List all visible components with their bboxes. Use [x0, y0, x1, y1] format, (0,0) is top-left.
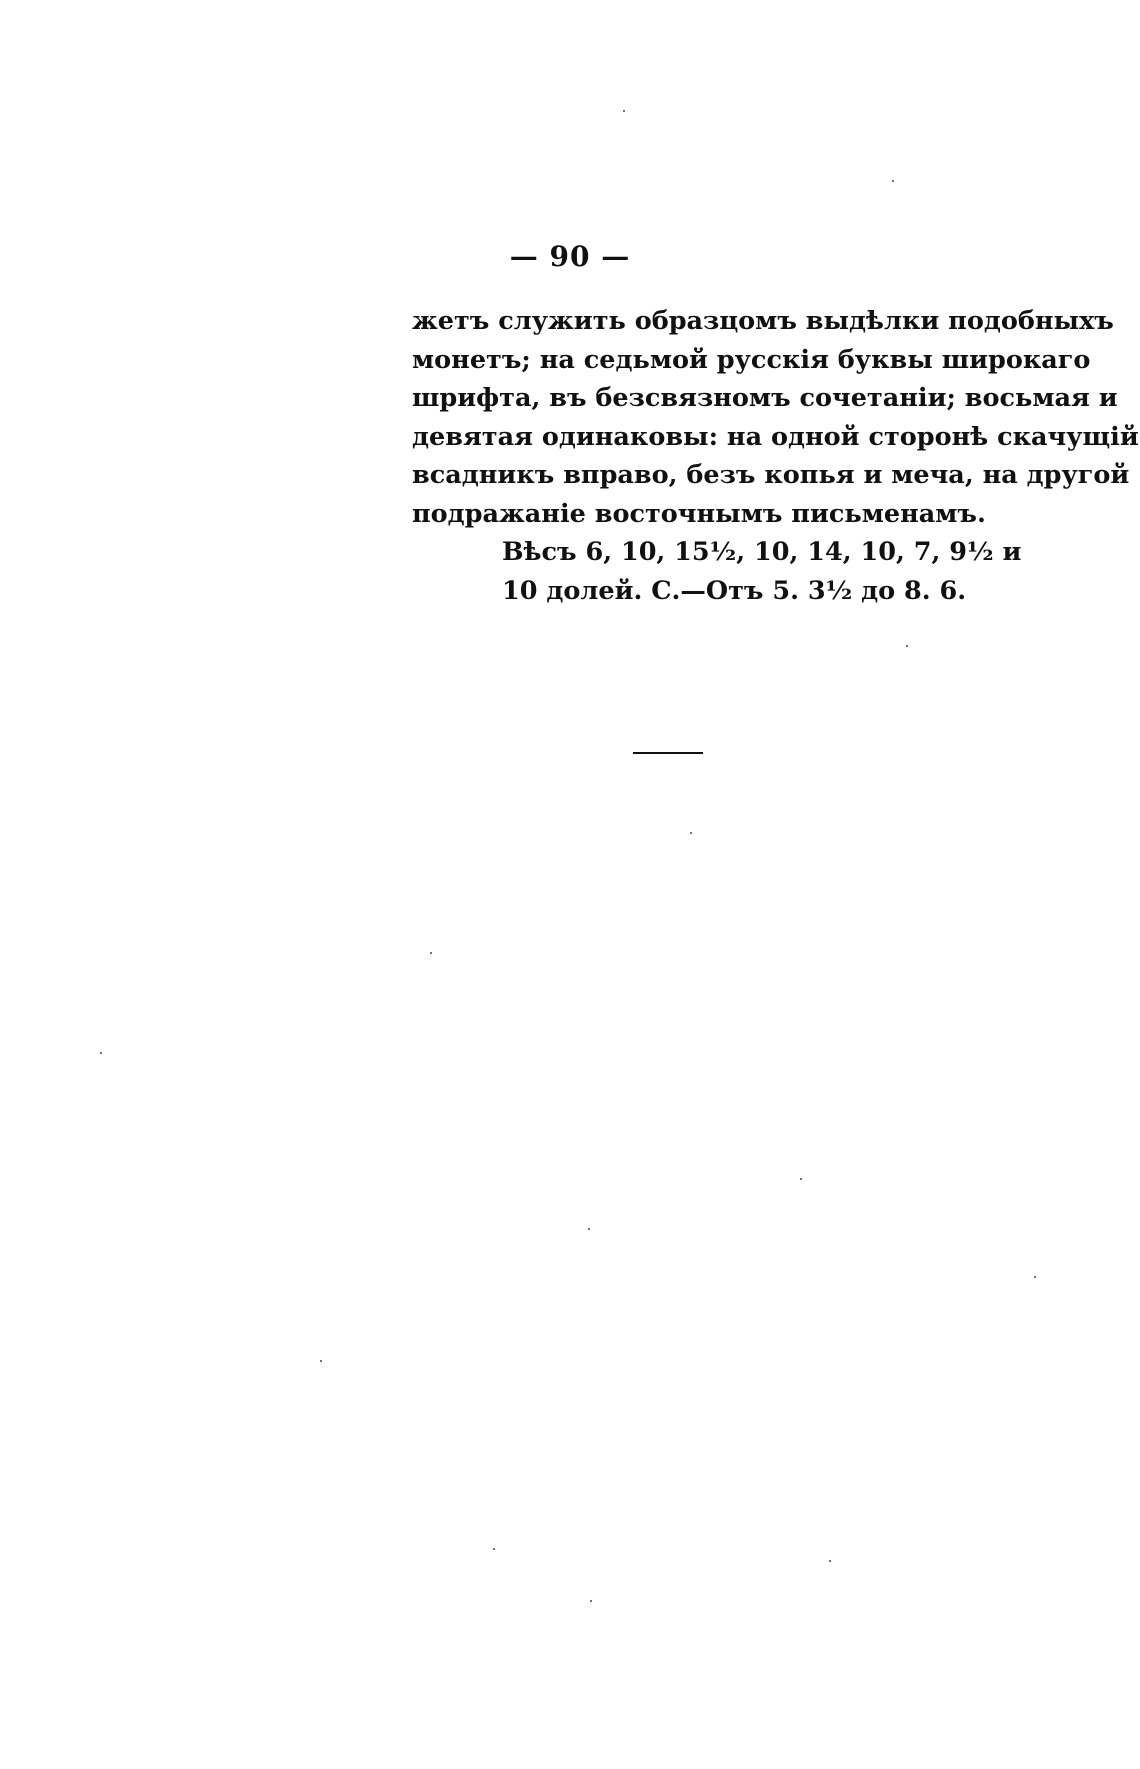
scan-speck — [100, 1052, 102, 1054]
scan-speck — [800, 1178, 802, 1180]
section-end-rule — [633, 752, 703, 754]
page-number: — 90 — — [509, 240, 631, 273]
text-line: монетъ; на седьмой русскія буквы широкаго — [412, 344, 1091, 375]
scan-speck — [590, 1600, 592, 1602]
scan-speck — [320, 1360, 322, 1362]
scan-speck — [829, 1560, 831, 1562]
scan-speck — [1034, 1276, 1036, 1278]
scan-speck — [906, 645, 908, 647]
text-line: подражаніе восточнымъ письменамъ. — [412, 498, 986, 529]
text-line: всадникъ вправо, безъ копья и меча, на другой — [412, 460, 1130, 490]
text-line: девятая одинаковы: на одной сторонѣ скачущій — [412, 421, 1139, 452]
text-line: шрифта, въ безсвязномъ сочетаніи; восьмая и — [412, 383, 1118, 413]
scan-speck — [430, 952, 432, 954]
scan-speck — [690, 832, 692, 834]
scan-speck — [493, 1548, 495, 1550]
weight-line: 10 долей. С.—Отъ 5. 3½ до 8. 6. — [502, 575, 967, 606]
text-line: жетъ служить образцомъ выдѣлки подобныхъ — [412, 306, 1114, 336]
scan-speck — [588, 1228, 590, 1230]
weight-line: Вѣсъ 6, 10, 15½, 10, 14, 10, 7, 9½ и — [502, 537, 1022, 567]
body-text — [412, 302, 1139, 610]
scan-speck — [892, 180, 894, 182]
scan-speck — [623, 110, 625, 112]
